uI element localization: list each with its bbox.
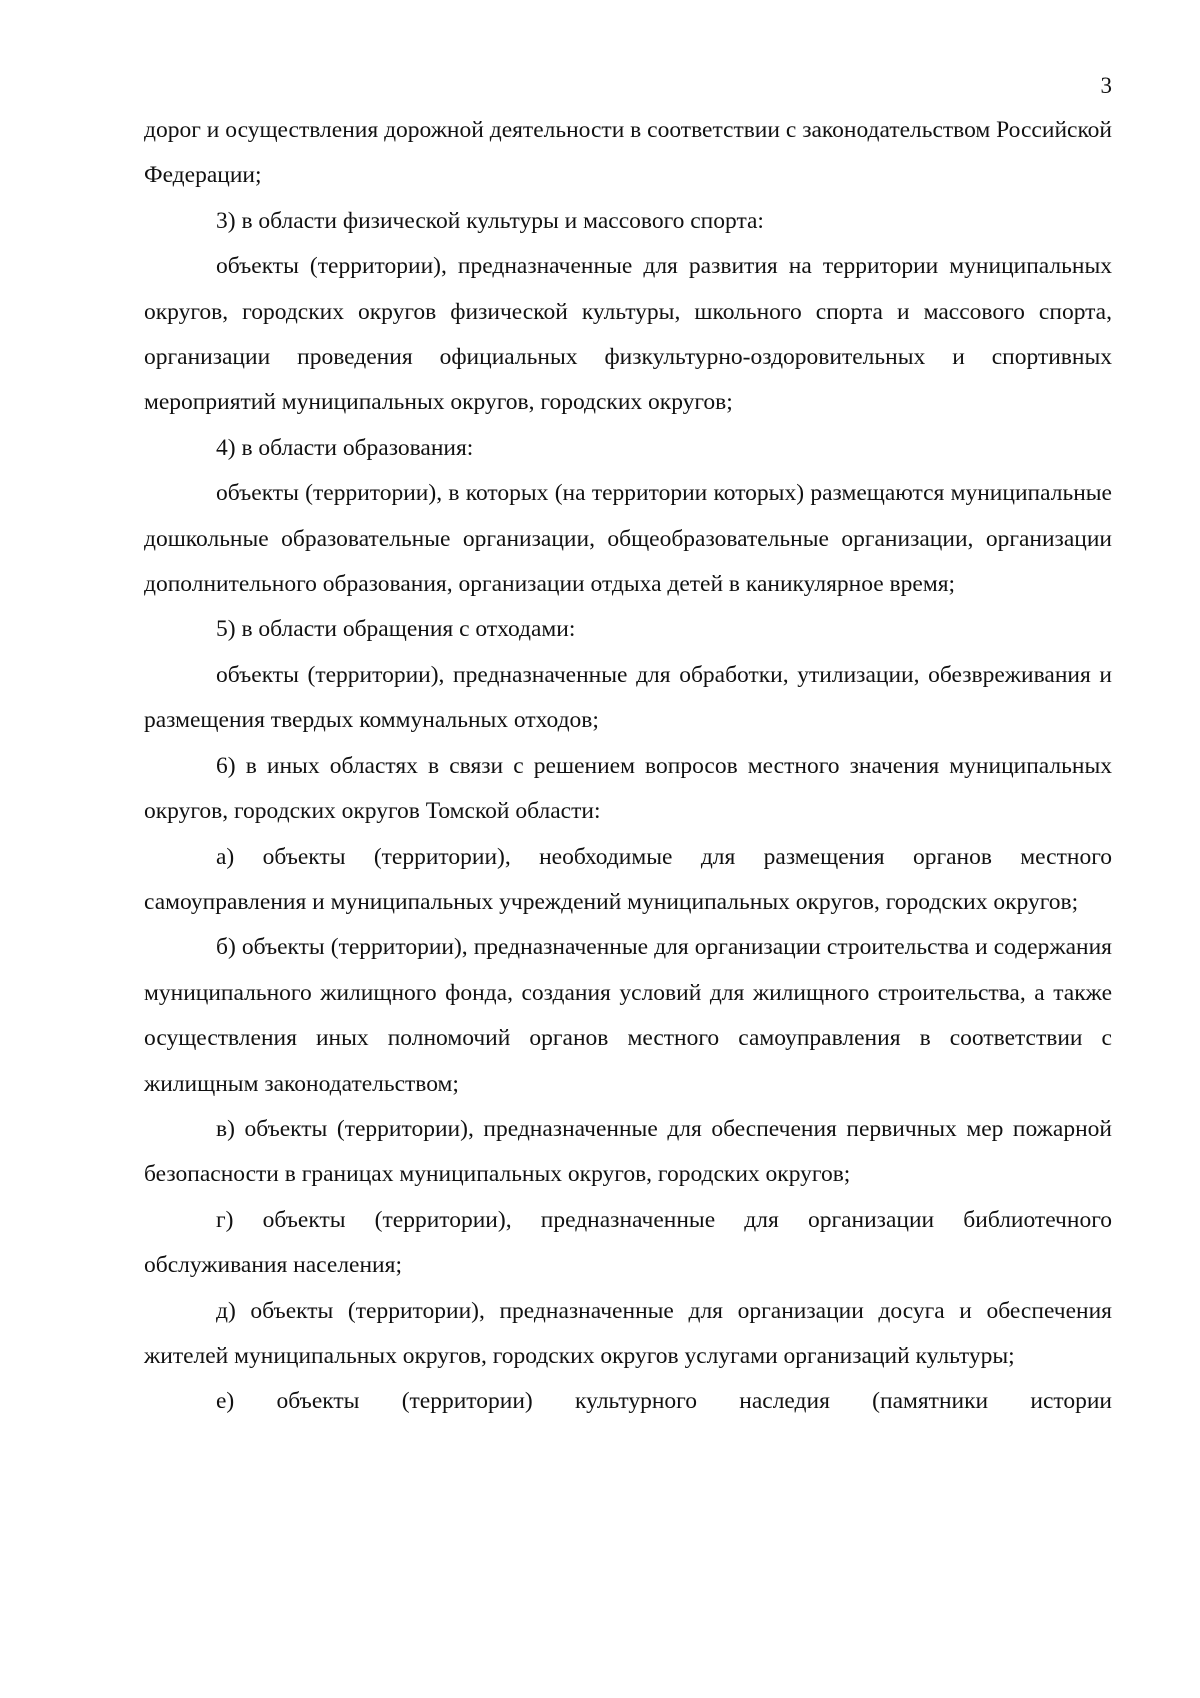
paragraph-subitem-e: е) объекты (территории) культурного наследия (памятники истории [216,1388,1112,1415]
paragraph-item-6-heading: 6) в иных областях в связи с решением вопросов местного значения муниципальных округов, городских округов Томской области: [144,752,1112,825]
paragraph-item-4-body: объекты (территории), в которых (на территории которых) размещаются муниципальные дошкольные образовательные организации, общеобразовательные организации, организации дополнительного образования, организации отдыха детей в каникулярное время; [144,480,1112,598]
paragraph-subitem-a: а) объекты (территории), необходимые для размещения органов местного самоуправления и муниципальных учреждений муниципальных округов, городских округов; [144,843,1112,915]
paragraph-subitem-g: г) объекты (территории), предназначенные для организации библиотечного обслуживания населения; [144,1206,1112,1279]
paragraph-item-5-heading: 5) в области обращения с отходами: [216,616,576,643]
paragraph-subitem-d: д) объекты (территории), предназначенные для организации досуга и обеспечения жителей муниципальных округов, городских округов услугами организаций культуры; [144,1297,1112,1369]
paragraph-subitem-v: в) объекты (территории), предназначенные для обеспечения первичных мер пожарной безопасности в границах муниципальных округов, городских округов; [144,1115,1112,1188]
page-number: 3 [1100,73,1112,98]
paragraph-continuation-roads: дорог и осуществления дорожной деятельности в соответствии с законодательством Российской Федерации; [144,117,1112,189]
paragraph-item-5-body: объекты (территории), предназначенные для обработки, утилизации, обезвреживания и размещения твердых коммунальных отходов; [144,661,1112,734]
paragraph-item-3-heading: 3) в области физической культуры и массового спорта: [216,207,764,234]
document-body [144,108,1112,1425]
paragraph-item-3-body: объекты (территории), предназначенные для развития на территории муниципальных округов, городских округов физической культуры, школьного спорта и массового спорта, организации проведения официальных физкультурно-оздоровительных и спортивных мероприятий муниципальных округов, городских округов; [144,253,1112,416]
paragraph-item-4-heading: 4) в области образования: [216,434,474,461]
paragraph-subitem-b: б) объекты (территории), предназначенные для организации строительства и содержания муниципального жилищного фонда, создания условий для жилищного строительства, а также осуществления иных полномочий органов местного самоуправления в соответствии с жилищным законодательством; [144,934,1112,1097]
